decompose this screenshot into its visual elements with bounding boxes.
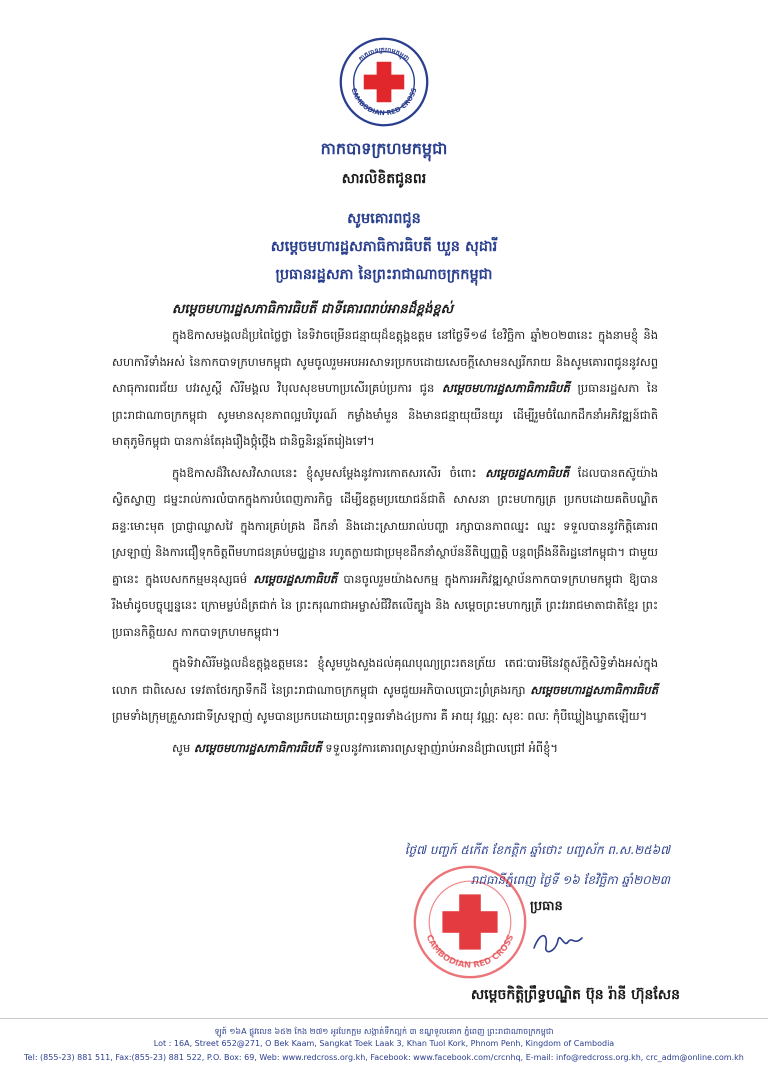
recipient-greeting: សូមគោរពជូន xyxy=(347,210,421,227)
honorific-name: សម្តេចមហារដ្ឋសភាធិការធិបតី xyxy=(193,740,322,755)
paragraph-text: ក្នុងឱកាសដ៏វិសេសវិសាលនេះ ខ្ញុំសូមសម្តែងនូវការកោតសរសើរ ចំពោះ xyxy=(172,465,486,480)
signatory-name: សម្តេចកិត្តិព្រឹទ្ធបណ្ឌិត ប៊ុន រ៉ានី ហ៊ុនសែន xyxy=(470,987,680,1003)
logo-text: CAMBODIAN RED CROSS xyxy=(349,87,419,118)
recipient-name: សម្តេចមហារដ្ឋសភាធិការធិបតី ឃួន សុដារី xyxy=(270,238,498,255)
letter-body xyxy=(112,322,658,766)
salutation: សម្តេចមហារដ្ឋសភាធិការធិបតី ជាទីគោរពរាប់អានដ៏ខ្ពង់ខ្ពស់ xyxy=(172,302,453,317)
lunar-date: ថ្ងៃ៧ បញ្ចក៍ ៥កើត ខែកត្តិក ឆ្នាំថោះ បញ្ចស័ក ព.ស.២៥៦៧ xyxy=(404,843,670,857)
footer-address-english: Lot : 16A, Street 652@271, O Bek Kaam, Sangkat Toek Laak 3, Khan Tuol Kork, Phnom Penh, Kingdom of Cambodia xyxy=(153,1039,615,1048)
paragraph-text: ដែលបានតស៊ូយ៉ាងស្វិតស្វាញ ជម្នះរាល់ការលំបាកក្នុងការបំពេញភារកិច្ច ដើម្បីឧត្តមប្រយោជន៍ជាតិ សាសនា ព្រះមហាក្សត្រ ប្រកបដោយគតិបណ្ឌិត ឆន្ទៈមោះមុត ប្រាជ្ញាឈ្លាសវៃ ក្នុងការគ្រប់គ្រង ដឹកនាំ និងដោះស្រាយរាល់បញ្ហា រក្សាបានភាពឈ្នះ ឈ្នះ ទទួលបាននូវកិត្តិគោរពស្រឡាញ់ និងការជឿទុកចិត្តពីមហាជនគ្រប់មជ្ឈដ្ឋាន រហូតក្លាយជាប្រមុខដឹកនាំស្ថាប័ននីតិប្បញ្ញត្តិ បន្តពង្រឹងនីតិរដ្ឋនៅកម្ពុជា។ ជាមួយគ្នានេះ ក្នុងបេសកកម្មមនុស្សធម៌ xyxy=(112,465,658,586)
paragraph-text: ទទួលនូវការគោរពស្រឡាញ់រាប់អានដ៏ជ្រាលជ្រៅ អំពីខ្ញុំ។ xyxy=(321,740,558,755)
paragraph-3 xyxy=(112,650,658,730)
document-type: សារលិខិតជូនពរ xyxy=(341,171,427,187)
paragraph-4 xyxy=(112,735,658,762)
footer-address-khmer: ឡូត៍ ១៦A ផ្លូវលេខ ៦៥២ កែង ២៧១ អូរបែកក្អម សង្កាត់ទឹកល្អក់ ៣ ខណ្ឌទួលគោក ភ្នំពេញ ព្រះរាជាណាចក្រកម្ពុជា xyxy=(214,1027,554,1036)
paragraph-text: សូម xyxy=(172,740,194,755)
paragraph-text: ក្នុងឱកាសមង្គលដ៏ប្រពៃថ្លៃថ្លា នៃទិវាចម្រើនជន្មាយុដ៏ឧត្តុង្គឧត្តម នៅថ្ងៃទី១៨ ខែវិច្ឆិកា ឆ្នាំ២០២៣នេះ ក្នុងនាមខ្ញុំ និងសហការីទាំងអស់ នៃកាកបាទក្រហមកម្ពុជា សូមចូលរួមអបអរសាទរប្រកបដោយសេចក្តីសោមនស្សរីករាយ និងសូមគោរពជូននូវសព្ទសាធុការពរជ័យ បវរសួស្តី សិរីមង្គល វិបុលសុខមហាប្រសើរគ្រប់ប្រការ ជូន xyxy=(112,328,658,395)
honorific-name: សម្តេចមហារដ្ឋសភាធិការធិបតី xyxy=(442,381,570,395)
paragraph-text: ក្នុងទិវាសិរីមង្គលដ៏ឧត្តុង្គឧត្តមនេះ ខ្ញុំសូមបួងសួងដល់គុណបុណ្យព្រះរតនត្រ័យ តេជៈបារមីនៃវត្ថុស័ក្តិសិទ្ធិទាំងអស់ក្នុងលោក ជាពិសេស ទេវតាថែរក្សាទឹកដី នៃព្រះរាជាណាចក្រកម្ពុជា សូមជួយអភិបាលប្រោះព្រំគ្រងរក្សា xyxy=(112,656,658,697)
footer-contact: Tel: (855-23) 881 511, Fax:(855-23) 881 522, P.O. Box: 69, Web: www.redcross.org.kh, Facebook: www.facebook.com/crcnhq, E-mail: info@redcross.org.kh, crc_adm@online.com.kh xyxy=(24,1053,744,1062)
paragraph-text: ព្រមទាំងក្រុមគ្រួសារជាទីស្រឡាញ់ សូមបានប្រកបដោយព្រះពុទ្ធពរទាំង៤ប្រការ គឺ អាយុ វណ្ណៈ សុខៈ ពលៈ កុំបីឃ្លៀងឃ្លាតឡើយ។ xyxy=(112,709,648,723)
red-cross-seal-stamp xyxy=(410,862,530,982)
paragraph-text: បានចូលរួមយ៉ាងសកម្ម ក្នុងការអភិវឌ្ឍស្ថាប័នកាកបាទក្រហមកម្ពុជា ឱ្យបានរឹងមាំដូចបច្ចុប្បន្ននេះ ក្រោមម្លប់ដ៏ត្រជាក់ នៃ ព្រះករុណាជាអម្ចាស់ជីវិតលើត្បូង និង សម្តេចព្រះមហាក្សត្រី ព្រះវររាជមាតាជាតិខ្មែរ ព្រះប្រធានកិត្តិយស កាកបាទក្រហមកម្ពុជា។ xyxy=(112,571,658,639)
signatory-title: ប្រធាន xyxy=(530,899,563,914)
paragraph-2 xyxy=(112,460,658,646)
logo-text-kh: កាកបាទក្រហមកម្ពុជា xyxy=(357,45,411,64)
organization-name: កាកបាទក្រហមកម្ពុជា xyxy=(320,139,448,158)
honorific-name: សម្តេចមហារដ្ឋសភាធិការធិបតី xyxy=(530,682,658,697)
paragraph-text: ប្រធានរដ្ឋសភា នៃព្រះរាជាណាចក្រកម្ពុជា សូមមានសុខភាពល្អបរិបូរណ៍ កម្លាំងមាំមួន និងមានជន្មាយុយឺនយូរ ដើម្បីរួមចំណែកដឹកនាំអភិវឌ្ឍន៍ជាតិ មាតុភូមិកម្ពុជា បានកាន់តែរុងរឿងថ្កុំថ្កើង ជានិច្ចនិរន្តរ៍តរៀងទៅ។ xyxy=(112,381,658,448)
seal-text: CAMBODIAN RED CROSS xyxy=(424,933,516,970)
cambodian-red-cross-logo xyxy=(338,36,430,128)
recipient-title: ប្រធានរដ្ឋសភា នៃព្រះរាជាណាចក្រកម្ពុជា xyxy=(275,266,493,283)
footer-divider xyxy=(0,1018,768,1019)
honorific-name: សម្តេចរដ្ឋសភាធិបតី xyxy=(253,571,338,586)
handwritten-signature xyxy=(528,922,588,962)
paragraph-1 xyxy=(112,322,658,455)
svg-text:កាកបាទក្រហមកម្ពុជា xyxy=(357,46,411,63)
honorific-name: សម្តេចរដ្ឋសភាធិបតី xyxy=(485,465,570,480)
solar-date: រាជធានីភ្នំពេញ ថ្ងៃទី ១៦ ខែវិច្ឆិកា ឆ្នាំ២០២៣ xyxy=(470,873,670,887)
